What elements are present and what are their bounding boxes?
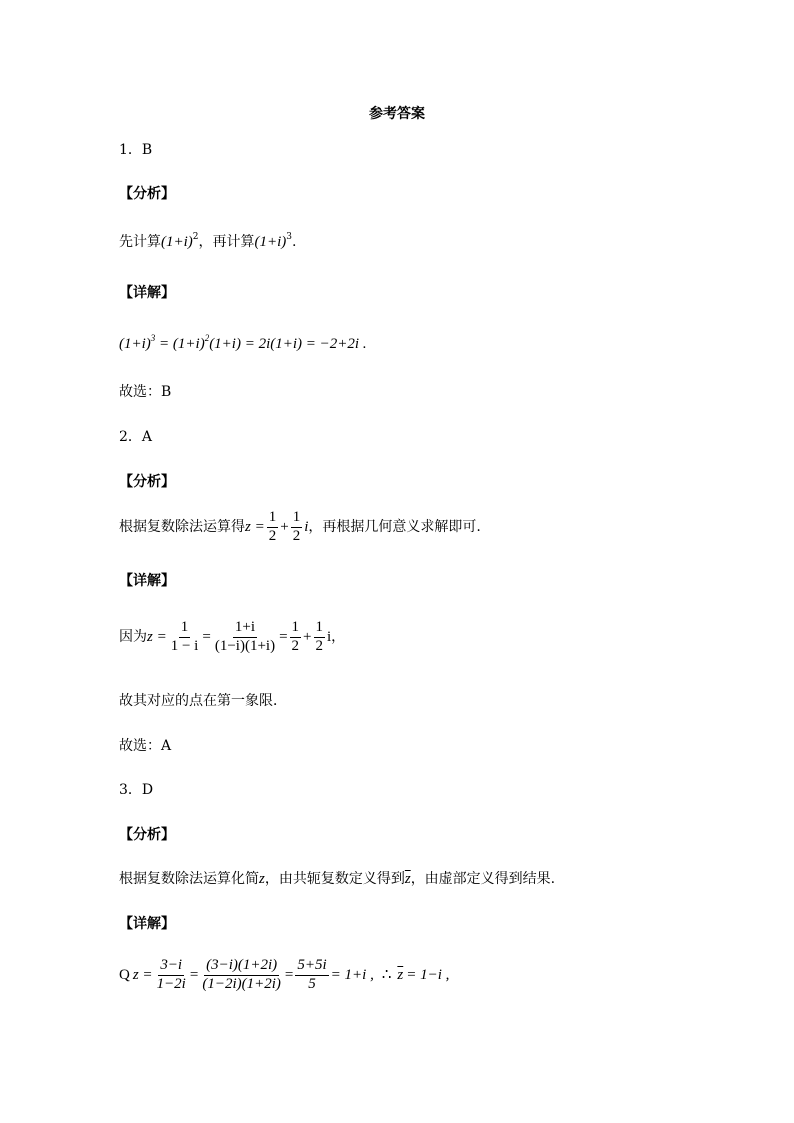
frac-numerator: (3−i)(1+2i) — [204, 958, 279, 976]
q2-detail-z: z = — [147, 628, 167, 645]
frac-numerator: 3−i — [158, 958, 184, 976]
q2-detail-i: i — [327, 628, 332, 645]
q2-detail-suffix: ， — [331, 629, 346, 646]
q2-analysis — [119, 510, 481, 545]
q2-analysis-label: 【分析】 — [119, 474, 175, 490]
page-title: 参考答案 — [369, 106, 425, 122]
q3-detail-frac3 — [295, 958, 328, 993]
q2-analysis-suffix: ，再根据几何意义求解即可. — [308, 519, 481, 536]
q2-analysis-i: i — [304, 518, 309, 535]
q3-detail-frac2 — [200, 958, 283, 993]
q2-detail-frac1 — [169, 620, 201, 655]
frac-denominator: 1−2i — [156, 975, 186, 992]
q2-analysis-prefix: 根据复数除法运算得 — [119, 519, 245, 536]
q2-detail-label: 【详解】 — [119, 573, 175, 589]
frac-denominator: 2 — [292, 527, 301, 544]
q1-analysis — [119, 233, 296, 250]
q3-answer: 3．D — [119, 782, 154, 798]
q2-analysis-frac2 — [291, 510, 303, 545]
q1-detail-equation — [119, 334, 367, 352]
q3-analysis-zbar: $\overline{z}$ — [404, 871, 411, 887]
q3-detail-result: = 1+i , — [330, 966, 374, 983]
q1-answer: 1．B — [119, 142, 153, 158]
frac-denominator: 1 − i — [170, 637, 199, 654]
q3-analysis — [119, 872, 555, 887]
frac-denominator: 5 — [308, 975, 316, 992]
frac-numerator: 5+5i — [295, 958, 328, 976]
q1-detail-a: (1+i) — [119, 336, 151, 352]
frac-numerator: 1 — [179, 620, 191, 638]
q3-analysis-text1: 根据复数除法运算化简 — [119, 871, 259, 887]
frac-denominator: (1−i)(1+i) — [214, 637, 276, 654]
q1-detail-c: (1+i) = 2i(1+i) = −2+2i . — [209, 336, 367, 352]
frac-numerator: 1 — [291, 510, 303, 528]
q1-detail-b-exp: 2 — [204, 333, 210, 343]
q1-exp1: 2 — [192, 232, 199, 242]
q2-detail-prefix: 因为 — [119, 629, 147, 646]
q3-analysis-text2: ，由共轭复数定义得到 — [264, 871, 405, 887]
q3-detail-eq1: = — [189, 966, 199, 983]
q2-analysis-plus: + — [280, 518, 289, 535]
frac-denominator: 2 — [315, 637, 323, 654]
q2-detail-eq1: = — [202, 628, 211, 645]
q3-analysis-z: z — [259, 871, 265, 887]
q3-detail-z: z = — [132, 966, 153, 983]
q1-analysis-mid: ，再计算 — [198, 234, 255, 250]
q1-detail-a-exp: 3 — [150, 333, 156, 343]
q3-detail-q: Q — [119, 966, 130, 983]
q1-choice: 故选：B — [119, 384, 172, 400]
frac-denominator: (1−2i)(1+2i) — [202, 975, 281, 992]
q2-detail-plus: + — [303, 628, 312, 645]
frac-numerator: 1 — [314, 620, 326, 638]
q2-detail-frac2 — [213, 620, 277, 655]
q2-detail-eq2: = — [279, 628, 288, 645]
q3-detail-label: 【详解】 — [119, 916, 175, 932]
q1-detail-label: 【详解】 — [119, 285, 175, 301]
q1-analysis-label: 【分析】 — [119, 186, 175, 202]
q3-analysis-text3: ，由虚部定义得到结果. — [410, 871, 556, 887]
q2-answer: 2．A — [119, 429, 153, 445]
q2-detail-frac4 — [314, 620, 326, 655]
q1-detail-b: = (1+i) — [155, 336, 205, 352]
q2-conclusion: 故其对应的点在第一象限． — [119, 693, 287, 709]
q3-detail — [119, 958, 449, 993]
q3-detail-eq2: = — [284, 966, 294, 983]
q3-detail-frac1 — [155, 958, 188, 993]
frac-numerator: 1 — [267, 510, 279, 528]
q1-expr1: (1+i) — [161, 234, 193, 250]
q1-expr2: (1+i) — [254, 234, 287, 250]
q3-analysis-label: 【分析】 — [119, 827, 175, 843]
frac-denominator: 2 — [291, 637, 300, 654]
frac-denominator: 2 — [268, 527, 277, 544]
frac-numerator: 1 — [290, 620, 302, 638]
q2-detail — [119, 620, 345, 655]
q1-analysis-end: . — [292, 234, 297, 250]
q2-analysis-frac1 — [267, 510, 279, 545]
q2-analysis-z: z = — [245, 518, 265, 535]
q3-detail-therefore: ∴ — [381, 966, 392, 983]
q3-detail-result2: = 1−i , — [406, 966, 450, 983]
frac-numerator: 1+i — [233, 620, 257, 638]
q1-exp2: 3 — [286, 232, 293, 242]
q3-detail-zbar: $\overline{z}$ — [397, 966, 404, 983]
q1-analysis-prefix: 先计算 — [119, 234, 161, 250]
q2-detail-frac3 — [290, 620, 302, 655]
q2-choice: 故选：A — [119, 738, 172, 754]
